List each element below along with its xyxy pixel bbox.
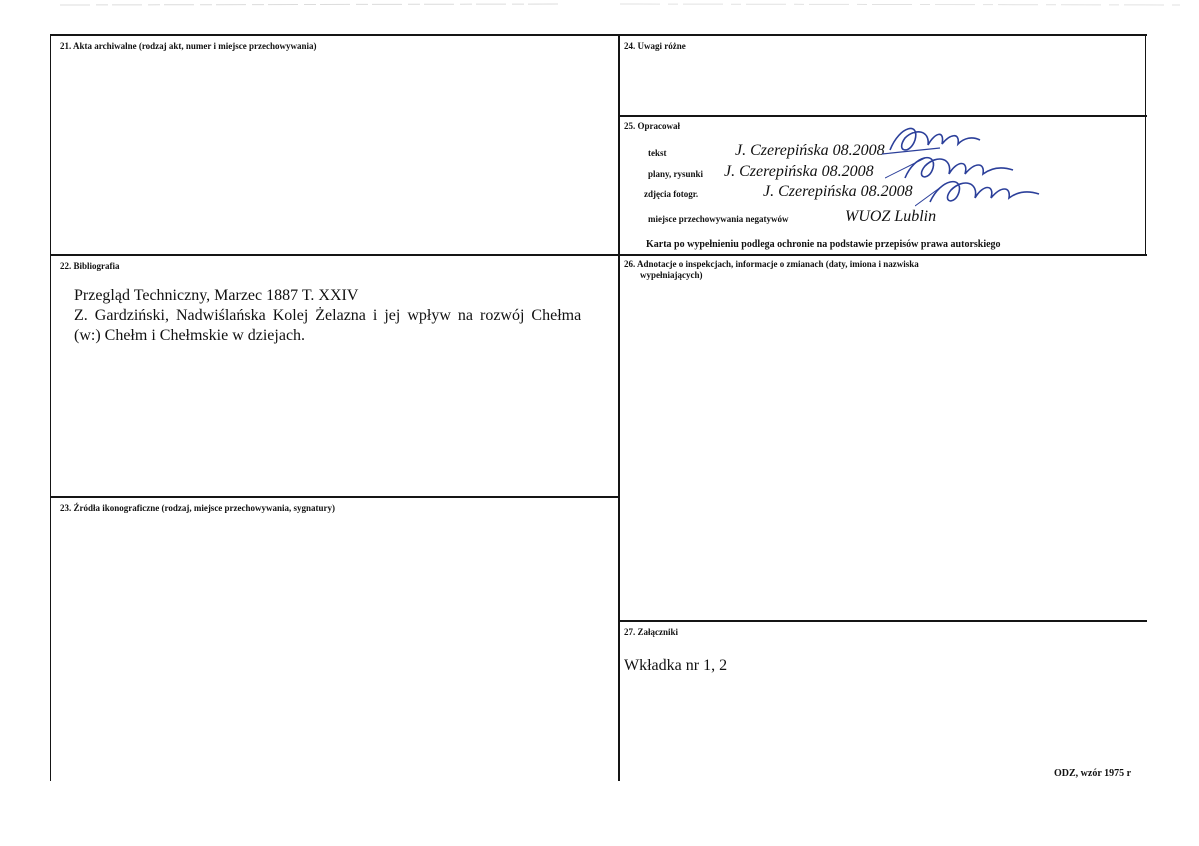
value-tekst: J. Czerepińska 08.2008 — [735, 142, 885, 159]
value-plany-rysunki: J. Czerepińska 08.2008 — [724, 163, 874, 180]
label-plany-rysunki: plany, rysunki — [648, 169, 704, 179]
rule-22-top — [50, 254, 1147, 256]
bibliography-line-1: Przegląd Techniczny, Marzec 1887 T. XXIV — [74, 287, 359, 304]
label-negatywy: miejsce przechowywania negatywów — [648, 214, 789, 224]
right-top-rule — [1145, 34, 1146, 255]
value-negatywy: WUOZ Lublin — [845, 208, 937, 225]
copyright-note: Karta po wypełnieniu podlega ochronie na podstawie przepisów prawa autorskiego — [646, 239, 1001, 250]
section-21-title: 21. Akta archiwalne (rodzaj akt, numer i miejsce przechowywania) — [60, 41, 317, 51]
label-zdjecia: zdjęcia fotogr. — [644, 189, 699, 199]
rule-27-top — [619, 620, 1147, 622]
section-26-title: 26. Adnotacje o inspekcjach, informacje o zmianach (daty, imiona i nazwiska — [624, 259, 919, 269]
attachments-value: Wkładka nr 1, 2 — [624, 657, 728, 674]
bibliography-line-3: (w:) Chełm i Chełmskie w dziejach. — [74, 327, 306, 344]
section-23-title: 23. Źródła ikonograficzne (rodzaj, miejsce przechowywania, sygnatury) — [60, 503, 336, 513]
section-24-title: 24. Uwagi różne — [624, 41, 686, 51]
center-rule — [618, 34, 620, 781]
form-footer: ODZ, wzór 1975 r — [1054, 768, 1132, 779]
value-zdjecia: J. Czerepińska 08.2008 — [763, 183, 913, 200]
scan-edge-marks — [0, 0, 1199, 10]
bibliography-line-2: Z. Gardziński, Nadwiślańska Kolej Żelazna i jej wpływ na rozwój Chełma — [74, 307, 582, 324]
section-22-title: 22. Bibliografia — [60, 261, 120, 271]
signature-3 — [915, 172, 1055, 212]
section-26-title-cont: wypełniających) — [640, 270, 703, 280]
left-rule — [50, 34, 51, 781]
label-tekst: tekst — [648, 148, 667, 158]
rule-23-top — [50, 496, 619, 498]
top-rule — [50, 34, 1147, 36]
section-25-title: 25. Opracował — [624, 121, 680, 131]
rule-25-top — [619, 115, 1147, 117]
section-27-title: 27. Załączniki — [624, 627, 679, 637]
